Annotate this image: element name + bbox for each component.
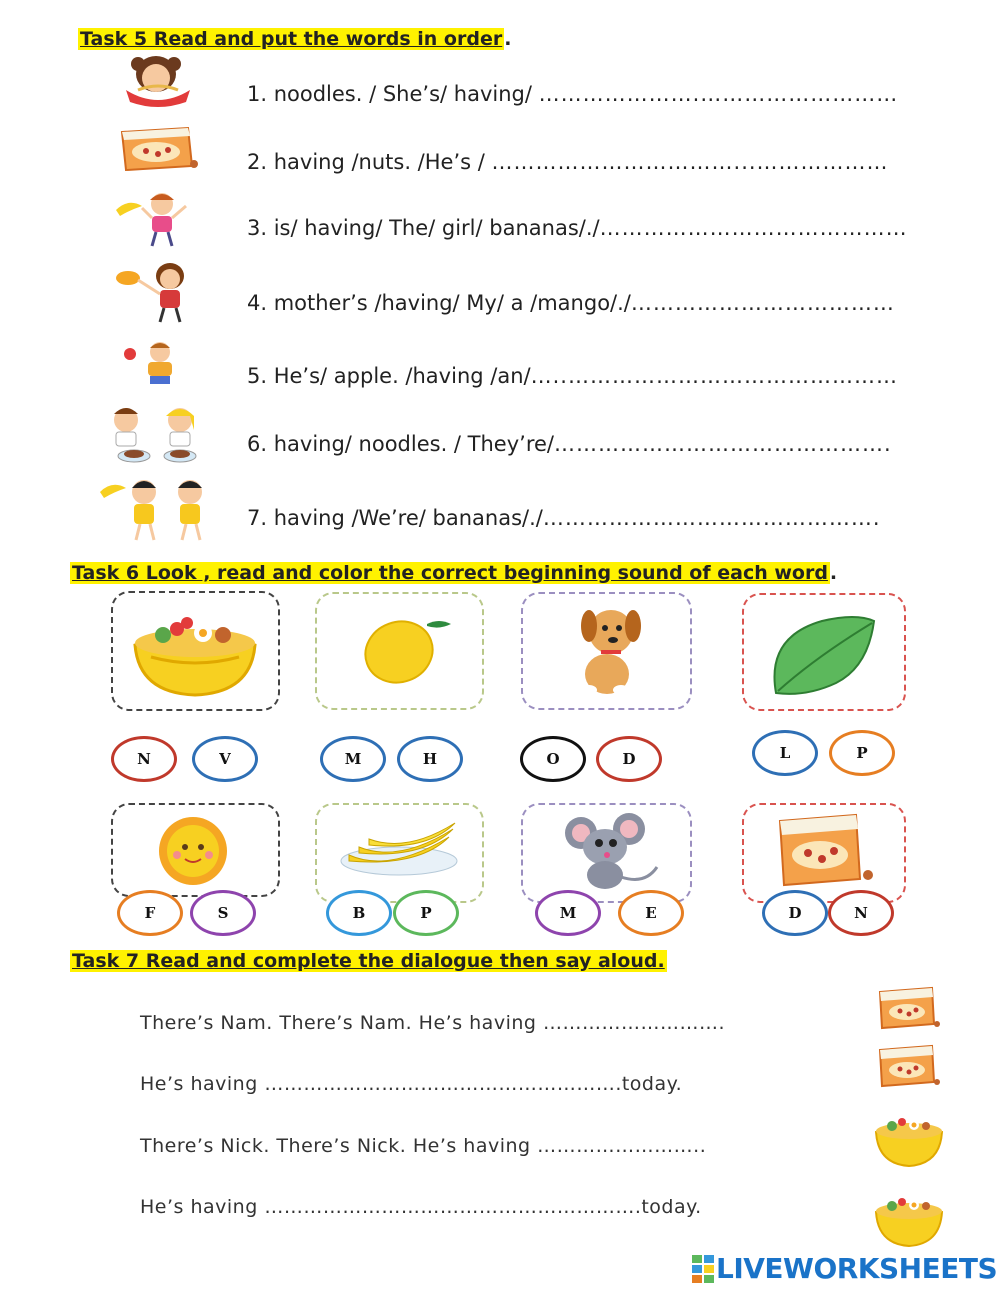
liveworksheets-logo[interactable]: [692, 1252, 997, 1285]
letter-option-P[interactable]: P: [829, 730, 895, 776]
answer-blank[interactable]: …..………………………………………: [530, 364, 898, 388]
answer-blank[interactable]: ……………………………………….: [554, 432, 892, 456]
task6-title-end: .: [829, 562, 838, 584]
dialogue-line-1: [140, 1012, 725, 1034]
letter-option-M[interactable]: M: [320, 736, 386, 782]
task5-item-1: [247, 82, 898, 106]
bag-of-nuts-image: [118, 124, 200, 174]
task5-item-text: 6. having/ noodles. / They’re/: [247, 432, 555, 456]
dialogue-line-4: [140, 1196, 702, 1218]
dialogue-text-end: today.: [621, 1073, 683, 1095]
answer-blank[interactable]: ………………….………………………: [538, 82, 899, 106]
dog-icon: [525, 596, 685, 706]
noodle-bowl-icon: [115, 595, 275, 705]
logo-text: LIVEWORKSHEETS: [716, 1252, 998, 1285]
boy-with-apple-image: [118, 340, 193, 386]
mouse-icon: [525, 807, 685, 893]
girl-eating-noodles-image: [118, 52, 200, 108]
task5-item-3: [247, 216, 908, 240]
task5-item-2: [247, 150, 889, 174]
letter-option-F[interactable]: F: [117, 890, 183, 936]
sun-icon: [115, 807, 275, 893]
task6-title: [70, 562, 837, 584]
picture-card-mango: [315, 592, 484, 710]
kids-eating-noodles-image: [100, 402, 208, 466]
picture-card-noodle-bowl: [111, 591, 280, 711]
picture-card-bananas: [315, 803, 484, 903]
letter-option-L[interactable]: L: [752, 730, 818, 776]
answer-blank[interactable]: ………………………………………………….: [264, 1196, 642, 1218]
nuts-icon: [746, 807, 902, 893]
dialogue-line-2: [140, 1073, 682, 1095]
letter-option-D[interactable]: D: [762, 890, 828, 936]
answer-blank[interactable]: ……………………………………………….: [264, 1073, 622, 1095]
task5-title-end: .: [504, 28, 512, 50]
bananas-icon: [319, 807, 479, 893]
task5-item-6: [247, 432, 892, 456]
task5-item-text: 3. is/ having/ The/ girl/ bananas/./: [247, 216, 600, 240]
letter-option-N[interactable]: N: [828, 890, 894, 936]
letter-option-S[interactable]: S: [190, 890, 256, 936]
picture-card-sun: [111, 803, 280, 897]
liveworksheets-logo-icon: [692, 1255, 714, 1283]
task5-item-text: 4. mother’s /having/ My/ a /mango/./: [247, 291, 631, 315]
letter-option-D[interactable]: D: [596, 736, 662, 782]
letter-option-M[interactable]: M: [535, 890, 601, 936]
picture-card-dog: [521, 592, 692, 710]
dialogue-line-3: [140, 1135, 706, 1157]
letter-option-B[interactable]: B: [326, 890, 392, 936]
task5-item-text: 2. having /nuts. /He’s /: [247, 150, 492, 174]
task5-item-4: [247, 291, 895, 315]
answer-blank[interactable]: ……………………..: [537, 1135, 707, 1157]
bag-of-nuts-icon: [876, 1044, 942, 1090]
task5-item-text: 5. He’s/ apple. /having /an/: [247, 364, 531, 388]
picture-card-mouse: [521, 803, 692, 903]
leaf-icon: [746, 597, 902, 707]
task7-title: [70, 950, 667, 972]
answer-blank[interactable]: ……………………………………….: [542, 506, 881, 530]
answer-blank[interactable]: ………………………………: [630, 291, 895, 315]
girl-with-bananas-image: [112, 188, 207, 248]
task5-item-text: 1. noodles. / She’s/ having/: [247, 82, 539, 106]
task6-title-text: Task 6 Look , read and color the correct beginning sound of each word: [72, 562, 828, 584]
bag-of-nuts-icon: [876, 986, 942, 1032]
noodle-bowl-icon: [872, 1110, 946, 1168]
picture-card-leaf: [742, 593, 906, 711]
letter-option-V[interactable]: V: [192, 736, 258, 782]
mango-icon: [319, 596, 479, 706]
task5-item-text: 7. having /We’re/ bananas/./: [247, 506, 543, 530]
dialogue-text: There’s Nam. There’s Nam. He’s having: [140, 1012, 543, 1034]
woman-with-mango-image: [112, 262, 207, 324]
dialogue-text-end: today.: [641, 1196, 702, 1218]
task5-title-text: Task 5 Read and put the words in order: [80, 28, 503, 50]
letter-option-P[interactable]: P: [393, 890, 459, 936]
answer-blank[interactable]: ……………………………...………………: [491, 150, 889, 174]
answer-blank[interactable]: ……………………….: [543, 1012, 726, 1034]
letter-option-N[interactable]: N: [111, 736, 177, 782]
dialogue-text: He’s having: [140, 1196, 265, 1218]
picture-card-nuts: [742, 803, 906, 903]
kids-with-bananas-image: [98, 474, 220, 544]
dialogue-text: There’s Nick. There’s Nick. He’s having: [140, 1135, 538, 1157]
task5-item-7: [247, 506, 881, 530]
answer-blank[interactable]: ……………………………………: [599, 216, 908, 240]
task5-title: [78, 28, 511, 50]
task7-title-text: Task 7 Read and complete the dialogue then say aloud.: [72, 950, 665, 972]
letter-option-E[interactable]: E: [618, 890, 684, 936]
noodle-bowl-icon: [872, 1190, 946, 1248]
letter-option-H[interactable]: H: [397, 736, 463, 782]
dialogue-text: He’s having: [140, 1073, 265, 1095]
task5-item-5: [247, 364, 898, 388]
letter-option-O[interactable]: O: [520, 736, 586, 782]
